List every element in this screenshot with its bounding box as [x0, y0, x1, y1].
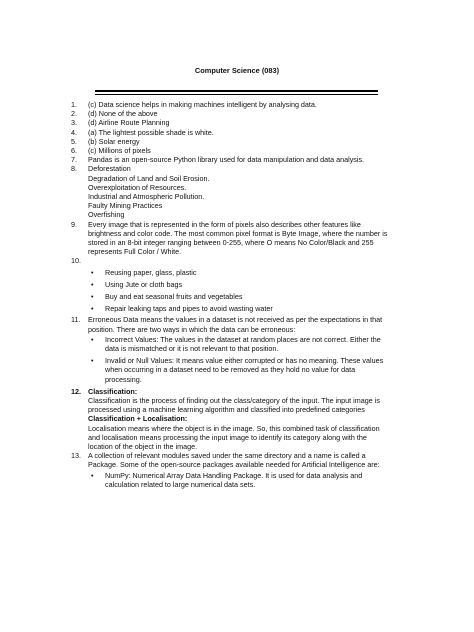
answer-number: 7. [71, 155, 77, 165]
answer-number: 6. [71, 146, 77, 156]
answer-13-bullets [88, 471, 391, 489]
answer-line: Industrial and Atmospheric Pollution. [88, 192, 205, 202]
list-item: • Repair leaking taps and pipes to avoid wasting water [71, 304, 391, 313]
answer-7 [71, 155, 391, 164]
list-item: • Using Jute or cloth bags [71, 280, 391, 289]
bullet-icon: • [91, 334, 94, 344]
answer-text: (d) Airline Route Planning [88, 118, 170, 128]
answer-12 [71, 387, 391, 451]
answer-text: (c) Millions of pixels [88, 146, 151, 156]
answer-number: 10. [71, 256, 81, 266]
answer-10-bullets [71, 268, 391, 313]
answer-text: (d) None of the above [88, 109, 158, 119]
answer-number: 9. [71, 219, 77, 229]
answer-9 [71, 220, 391, 257]
answer-number: 13. [71, 451, 81, 461]
answer-11 [71, 315, 391, 386]
answer-line: Deforestation [88, 164, 131, 174]
list-item: • Incorrect Values: The values in the dataset at random places are not correct. Either the data is mismatched or it is not relevant to that position. [88, 335, 391, 353]
answer-number: 4. [71, 127, 77, 137]
list-item: • NumPy: Numerical Array Data Handling Package. It is used for data analysis and calculation related to large numerical data sets. [88, 471, 391, 489]
answer-8 [71, 164, 391, 219]
answer-4 [71, 128, 391, 137]
answer-5 [71, 137, 391, 146]
answer-number: 3. [71, 118, 77, 128]
document-title: Computer Science (083) [194, 66, 280, 75]
bullet-icon: • [91, 470, 94, 480]
answer-text: Localisation means where the object is in the image. So, this combined task of classification and localisation means processing the input image to identify its category along with the location of the object in the image. [88, 423, 380, 452]
answer-text: (c) Data science helps in making machines intelligent by analysing data. [88, 100, 317, 109]
answer-line: Overfishing [88, 210, 125, 220]
answer-6 [71, 146, 391, 155]
header-rule-thin [95, 94, 378, 95]
list-item: • Reusing paper, glass, plastic [71, 268, 391, 277]
answer-line: Degradation of Land and Soil Erosion. [88, 173, 210, 183]
section-heading: Classification: [88, 386, 138, 396]
bullet-icon: • [91, 280, 94, 290]
answer-number: 11. [71, 315, 81, 325]
answer-number: 12. [71, 386, 81, 396]
answer-13 [71, 451, 391, 492]
list-item: • Invalid or Null Values: It means value either corrupted or has no meaning. These values when occurring in a dataset need to be removed as they hold no value for data processing. [88, 356, 391, 384]
answer-text: Every image that is represented in the form of pixels also describes other features like brightness and color code. The most common pixel format is Byte Image, where the number is stored in an 8-bit integer ranging between 0-255, where O means No Color/Black and 255 represents Full Color / White. [88, 219, 388, 257]
answer-list [71, 100, 391, 492]
answer-line: Faulty Mining Practices [88, 201, 163, 211]
answer-2 [71, 109, 391, 118]
header-rule-thick [95, 90, 378, 92]
section-heading: Classification + Localisation: [88, 414, 188, 424]
answer-text: Pandas is an open-source Python library used for data manipulation and data analysis. [88, 155, 365, 165]
answer-number: 5. [71, 136, 77, 146]
answer-11-bullets [88, 335, 391, 384]
bullet-icon: • [91, 268, 94, 278]
answer-text: Classification is the process of finding out the class/category of the input. The input image is processed using a machine learning algorithm and classified into predefined categories [88, 396, 380, 415]
answer-10 [71, 256, 391, 265]
answer-number: 8. [71, 164, 77, 174]
bullet-icon: • [91, 303, 94, 313]
answer-line: Overexploitation of Resources. [88, 182, 187, 192]
bullet-icon: • [91, 291, 94, 301]
answer-number: 1. [71, 100, 77, 109]
answer-text: (b) Solar energy [88, 136, 140, 146]
list-item: • Buy and eat seasonal fruits and vegetables [71, 292, 391, 301]
bullet-icon: • [91, 356, 94, 366]
answer-text: Erroneous Data means the values in a dataset is not received as per the expectations in that position. There are two ways in which the data can be erroneous: [88, 315, 383, 334]
answer-1 [71, 100, 391, 109]
answer-text: (a) The lightest possible shade is white. [88, 127, 214, 137]
answer-text: A collection of relevant modules saved under the same directory and a name is called a Package. Some of the open-source packages available needed for Artificial Intelligence are: [88, 451, 380, 470]
answer-number: 2. [71, 109, 77, 119]
answer-3 [71, 118, 391, 127]
